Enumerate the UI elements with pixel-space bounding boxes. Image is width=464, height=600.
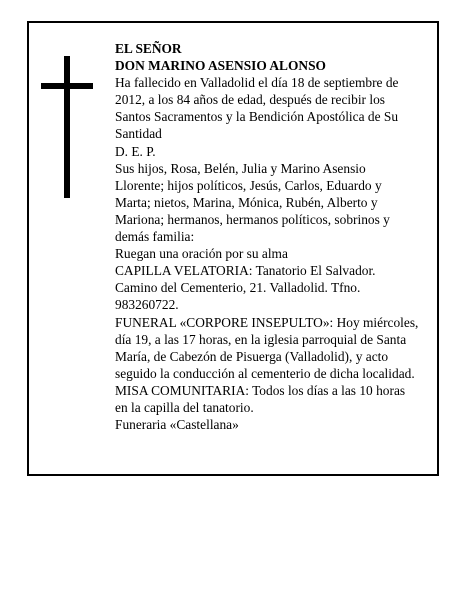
body-line: 2012, a los 84 años de edad, después de recibir los [115,92,385,108]
funeral-home: Funeraria «Castellana» [115,417,239,433]
body-line: en la capilla del tanatorio. [115,399,254,415]
body-line: demás familia: [115,229,195,245]
body-line: día 19, a las 17 horas, en la iglesia parroquial de Santa [115,331,407,347]
body-line: Llorente; hijos políticos, Jesús, Carlos, Eduardo y [115,177,382,193]
body-line: Ha fallecido en Valladolid el día 18 de septiembre de [115,75,399,91]
body-line-dep: D. E. P. [115,143,156,159]
body-line-funeral: FUNERAL «CORPORE INSEPULTO»: Hoy miércoles, [115,314,419,330]
obituary-text [115,40,433,433]
notice-heading-line-1: EL SEÑOR [115,41,182,56]
deceased-name: DON MARINO ASENSIO ALONSO [115,58,326,74]
body-line: 983260722. [115,297,179,313]
cross-vertical-bar [64,56,70,198]
body-line: Santos Sacramentos y la Bendición Apostólica de Su [115,109,399,125]
cross-horizontal-bar [41,83,93,89]
obituary-notice-frame [27,21,439,476]
body-line: seguido la conducción al cementerio de dicha localidad. [115,365,415,381]
body-line: Camino del Cementerio, 21. Valladolid. Tfno. [115,280,361,296]
body-line: Santidad [115,126,162,142]
body-line: María, de Cabezón de Pisuerga (Valladolid), y acto [115,348,389,364]
body-line: Sus hijos, Rosa, Belén, Julia y Marino Asensio [115,160,366,176]
body-line: Marta; nietos, Marina, Mónica, Rubén, Alberto y [115,194,378,210]
cross-icon [41,56,93,198]
body-line: Mariona; hermanos, hermanos políticos, sobrinos y [115,211,390,227]
body-line-chapel: CAPILLA VELATORIA: Tanatorio El Salvador. [115,263,376,279]
body-line: Ruegan una oración por su alma [115,246,288,262]
body-line-mass: MISA COMUNITARIA: Todos los días a las 10 horas [115,382,406,398]
